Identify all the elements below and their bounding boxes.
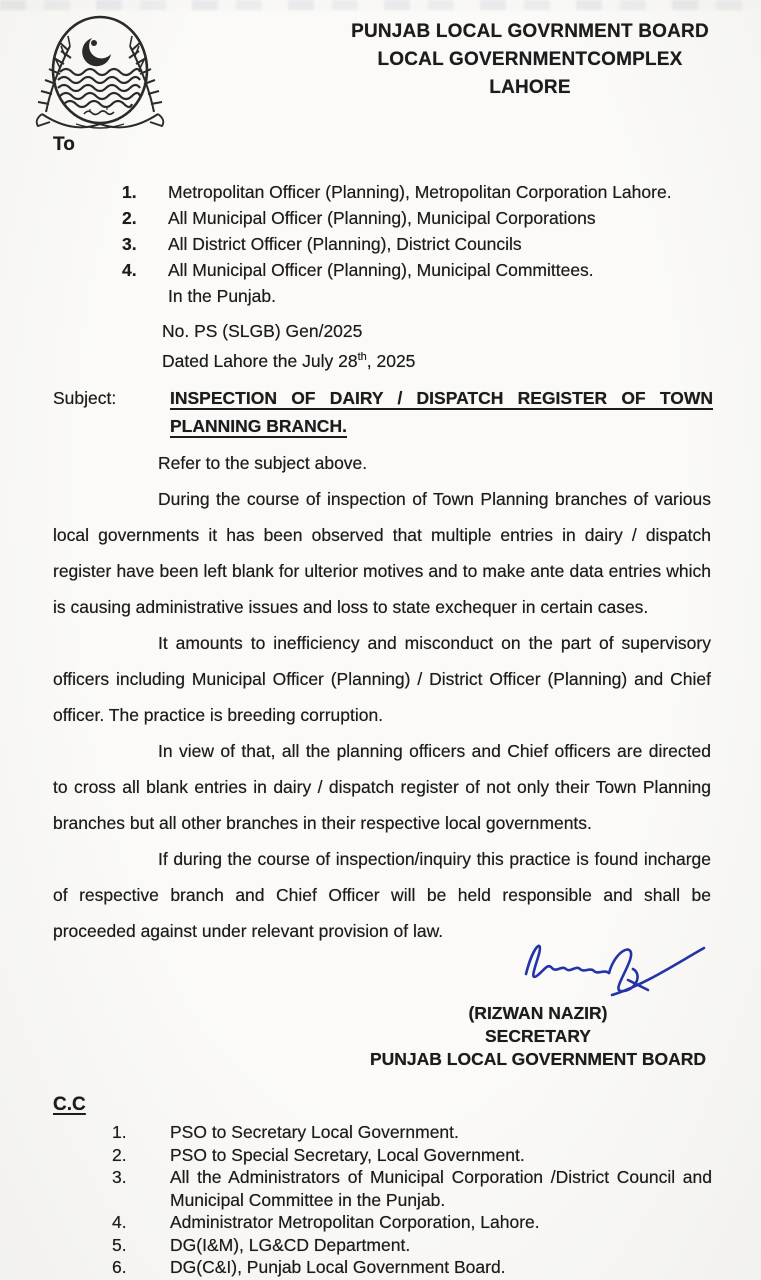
letterhead-line1: PUNJAB LOCAL GOVRNMENT BOARD	[351, 21, 709, 42]
cc-number: 1.	[112, 1122, 127, 1142]
punjab-government-crest-icon	[12, 12, 188, 134]
subject-label: Subject:	[53, 388, 117, 408]
addressee-list	[122, 179, 722, 309]
addressee-number: 1.	[122, 182, 137, 202]
body-paragraph: If during the course of inspection/inquiry this practice is found incharge of respective branch and Chief Officer will be held responsible and shall be proceeded against under relevant provision of law.	[53, 849, 711, 941]
addressee-text: All District Officer (Planning), District Councils	[168, 234, 522, 254]
letterhead-line3: LAHORE	[489, 77, 571, 98]
body-paragraph: Refer to the subject above.	[158, 453, 368, 473]
signatory-organization: PUNJAB LOCAL GOVERNMENT BOARD	[369, 1049, 707, 1069]
cc-text: DG(C&I), Punjab Local Government Board.	[170, 1257, 506, 1277]
date-ordinal: th	[357, 351, 367, 363]
cc-text: PSO to Secretary Local Government.	[170, 1122, 459, 1142]
cc-number: 4.	[112, 1212, 127, 1232]
cc-list	[112, 1121, 712, 1279]
addressee-text: All Municipal Officer (Planning), Municipal Corporations	[168, 208, 596, 228]
subject-row	[53, 384, 713, 440]
signature-block	[352, 1002, 724, 1071]
cc-text: All the Administrators of Municipal Corporation /District Council and Municipal Committee in the Punjab.	[170, 1167, 712, 1210]
addressee-number: 4.	[122, 260, 137, 280]
cc-number: 3.	[112, 1167, 127, 1187]
addressee-item	[122, 257, 722, 283]
body-paragraph: During the course of inspection of Town Planning branches of various local governments it has been observed that multiple entries in dairy / dispatch register have been left blank for ulterior motives and to make ante data entries which is causing administrative issues and loss to state exchequer in certain cases.	[53, 489, 711, 617]
scan-bleed-artifact	[0, 0, 761, 10]
cc-item	[112, 1144, 712, 1167]
signatory-name: (RIZWAN NAZIR)	[468, 1003, 608, 1023]
reference-block	[162, 318, 415, 374]
cc-label: C.C	[53, 1094, 86, 1115]
letterhead-title	[318, 18, 742, 102]
addressee-item	[122, 205, 722, 231]
body-paragraph: It amounts to inefficiency and misconduct on the part of supervisory officers including Municipal Officer (Planning) / District Officer (Planning) and Chief officer. The practice is breeding corruption.	[53, 633, 711, 725]
addressee-item	[122, 179, 722, 205]
cc-number: 2.	[112, 1144, 127, 1165]
cc-text: PSO to Special Secretary, Local Government.	[170, 1144, 525, 1165]
cc-item	[112, 1256, 712, 1279]
body-paragraph: In view of that, all the planning officers and Chief officers are directed to cross all blank entries in dairy / dispatch register of not only their Town Planning branches but all other branches in their respective local governments.	[53, 741, 711, 833]
cc-item	[112, 1166, 712, 1211]
cc-item	[112, 1121, 712, 1144]
addressee-number: 2.	[122, 208, 137, 228]
addressee-text: All Municipal Officer (Planning), Municipal Committees.	[168, 260, 594, 280]
addressee-suffix: In the Punjab.	[168, 286, 276, 306]
handwritten-signature-icon	[512, 930, 722, 1008]
to-label: To	[53, 134, 75, 155]
addressee-item	[122, 231, 722, 257]
cc-number: 5.	[112, 1234, 127, 1255]
signatory-designation: SECRETARY	[485, 1026, 591, 1046]
cc-item	[112, 1211, 712, 1234]
cc-number: 6.	[112, 1257, 127, 1277]
cc-item	[112, 1234, 712, 1257]
addressee-text: Metropolitan Officer (Planning), Metropolitan Corporation Lahore.	[168, 182, 672, 202]
letterhead-line2: LOCAL GOVERNMENTCOMPLEX	[377, 49, 683, 70]
letter-body	[53, 445, 711, 949]
date-line: Dated Lahore the July 28th, 2025	[162, 350, 416, 371]
cc-text: Administrator Metropolitan Corporation, Lahore.	[170, 1212, 540, 1232]
cc-text: DG(I&M), LG&CD Department.	[170, 1234, 411, 1255]
subject-text: INSPECTION OF DAIRY / DISPATCH REGISTER OF TOWN PLANNING BRANCH.	[170, 388, 713, 436]
reference-number: No. PS (SLGB) Gen/2025	[162, 321, 363, 341]
addressee-number: 3.	[122, 234, 137, 254]
